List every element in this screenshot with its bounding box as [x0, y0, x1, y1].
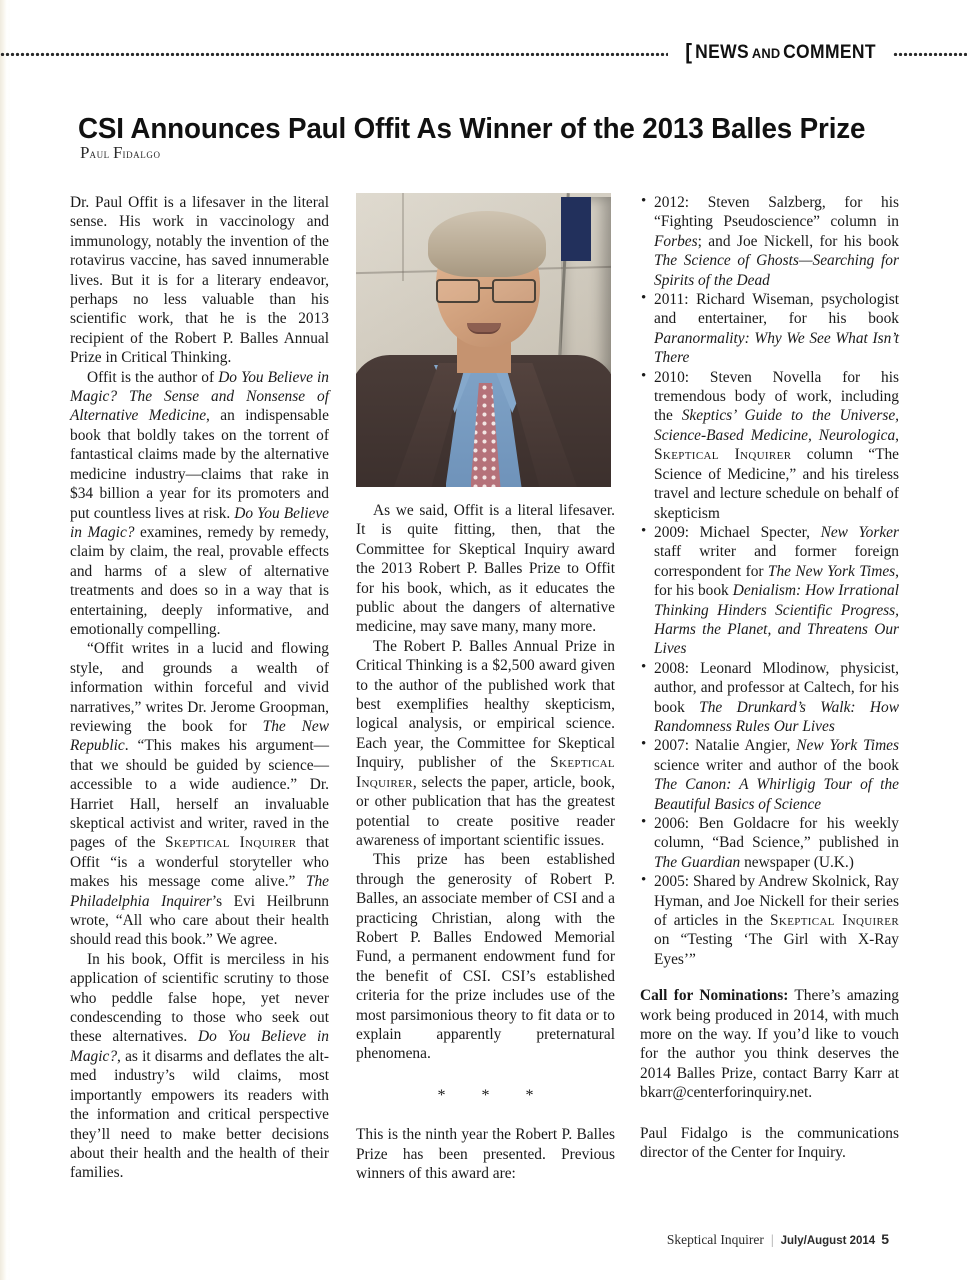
- winner-text: science writer and author of the book: [654, 756, 899, 774]
- winner-text: , for his book: [654, 562, 899, 600]
- winner-text: ; and Joe Nickell, for his book: [697, 232, 899, 250]
- work-title: The Science of Ghosts—Searching for Spirits of the Dead: [654, 252, 899, 289]
- magazine-name: Skeptical Inquirer: [356, 754, 615, 791]
- photo-eyeglasses: [434, 279, 538, 301]
- paragraph: [356, 850, 615, 1063]
- dotted-rule-right: [893, 49, 967, 56]
- footer-separator: |: [770, 1232, 774, 1247]
- winner-text: 2010: Steven Novella for his tremendous body of work, including the: [654, 368, 899, 425]
- photo-smile: [467, 323, 501, 334]
- magazine-name: Skeptical Inquirer: [654, 446, 792, 464]
- winner-entry: [640, 290, 899, 368]
- work-title: The Canon: A Whirligig Tour of the Beautiful Basics of Science: [654, 776, 899, 813]
- winner-entry: [640, 736, 899, 814]
- section-label-news: NEWS: [694, 42, 749, 63]
- work-title: The Drunkard’s Walk: How Randomness Rules Our Lives: [654, 698, 899, 735]
- paragraph-text: This prize has been established through the generosity of Robert P. Balles, an associate member of CSI and a practicing Christian, along with the Robert P. Balles Endowed Memorial Fund, a permanent endowment fund for the benefit of CSI. CSI’s established criteria for the prize includes use of the most parsimonious theory to fit data or to explain apparently preternatural phenomena.: [356, 851, 615, 1063]
- winner-entry: [640, 814, 899, 872]
- work-title: The Guardian: [654, 853, 741, 871]
- byline-last-initial: F: [113, 143, 123, 162]
- paragraph-text: examines, remedy by remedy, claim by claim, the real, provable effects and harms of a slew of alternative treatments and does so in a way that is entertaining, deeply informative, and emotionally compelling.: [70, 523, 329, 638]
- work-title: Paranormality: Why We See What Isn’t There: [654, 329, 899, 367]
- body-column-2: [356, 193, 615, 1183]
- paragraph-text: , selects the paper, article, book, or other publication that has the greatest potential to create positive reader awareness of important scientific issues.: [356, 773, 615, 849]
- winner-text: on “Testing ‘The Girl with X-Ray Eyes’”: [654, 931, 899, 968]
- book-title: Do You Believe in Magic?: [70, 504, 329, 541]
- byline-last-rest: idalgo: [122, 146, 161, 161]
- winner-entry: [640, 659, 899, 737]
- spacer: [640, 1103, 899, 1124]
- winner-text: staff writer and former foreign correspondent for: [654, 543, 899, 580]
- american-flag: [561, 197, 611, 373]
- winner-text: 2012: Steven Salzberg, for his “Fighting Pseudoscience” column in: [654, 194, 899, 231]
- call-for-nominations-text: There’s amazing work being produced in 2014, with much more on the way. If you’d like to vouch for the author you think deserves the 2014 Balles Prize, contact Barry Karr at bkarr@centerforinquiry.net.: [640, 987, 899, 1102]
- winner-text: ,: [895, 426, 899, 444]
- paragraph: [356, 501, 615, 637]
- paragraph-text: . “This makes his argument—that we should be guided by science—accessible to a wide audience.” Dr. Harriet Hall, herself an invaluable skeptical activist and writer, raved in the pages of the: [70, 737, 329, 852]
- paragraph-text: In his book, Offit is merciless in his application of scientific scrutiny to those who peddle false hope, yet never condescending to those who seek out these alternatives.: [70, 950, 329, 1046]
- winner-text: 2005: Shared by Andrew Skolnick, Ray Hyman, and Joe Nickell for their series of articles in the: [654, 873, 899, 930]
- byline-first-rest: aul: [89, 146, 110, 161]
- work-title: The New York Times: [767, 562, 896, 580]
- footer-magazine-name: Skeptical Inquirer: [666, 1232, 764, 1247]
- paragraph-text: This is the ninth year the Robert P. Balles Prize has been presented. Previous winners of this award are:: [356, 1126, 615, 1182]
- work-title: Denialism: How Irrational Thinking Hinders Scientific Progress, Harms the Planet, and Threatens Our Lives: [654, 582, 899, 658]
- work-title: Forbes: [654, 232, 698, 250]
- winner-text: 2006: Ben Goldacre for his weekly column, “Bad Science,” published in: [654, 815, 899, 852]
- winner-entry: [640, 368, 899, 523]
- portrait-photo: [356, 193, 611, 487]
- work-title: New York Times: [796, 737, 900, 755]
- paragraph: [70, 950, 329, 1183]
- eyeglass-lens-left: [436, 279, 480, 303]
- footer-issue-date: July/August 2014: [780, 1235, 876, 1247]
- work-title: Skeptics’ Guide to the Universe, Science-Based Medicine, Neurologica: [654, 407, 899, 444]
- body-column-3: [640, 193, 899, 1163]
- footer-page-number: 5: [881, 1231, 889, 1247]
- book-title: Do You Believe in Magic? The Sense and Nonsense of Alternative Medicine: [70, 368, 329, 425]
- previous-winners-list: [640, 193, 899, 969]
- paragraph-text: As we said, Offit is a literal lifesaver. It is quite fitting, then, that the Committee for Skeptical Inquiry award the 2013 Robert P. Balles Prize to Offit for his book, which, as it educates the public about the dangers of alternative medicine, may save many, many more.: [356, 502, 615, 636]
- winner-entry: [640, 523, 899, 659]
- paragraph-text: “Offit writes in a lucid and flowing style, and grounds a wealth of information within forceful and vivid narratives,” writes Dr. Jerome Groopman, reviewing the book for: [70, 640, 329, 735]
- publication-title: The Philadelphia Inquirer: [70, 873, 329, 910]
- paragraph: [70, 193, 329, 368]
- section-label-and: AND: [751, 45, 781, 61]
- call-for-nominations: [640, 986, 899, 1102]
- section-label-comment: COMMENT: [782, 42, 876, 63]
- running-head: [0, 38, 967, 64]
- author-bio: [640, 1124, 899, 1163]
- winner-text: newspaper (U.K.): [740, 853, 854, 871]
- paragraph-text: Offit is the author of: [87, 368, 219, 386]
- byline-first-initial: P: [80, 143, 90, 162]
- photo-hair: [428, 211, 546, 277]
- magazine-name: Skeptical Inquirer: [769, 912, 900, 930]
- page-edge-artifact: [0, 0, 7, 1280]
- author-bio-text: Paul Fidalgo is the communications director of the Center for Inquiry.: [640, 1124, 899, 1162]
- paragraph: [70, 639, 329, 950]
- eyeglass-bridge: [478, 287, 492, 289]
- magazine-name: Skeptical Inquirer: [164, 834, 297, 852]
- paragraph: [70, 368, 329, 640]
- winner-entry: [640, 872, 899, 969]
- article-body: [70, 193, 910, 1203]
- work-title: New Yorker: [820, 523, 899, 541]
- paragraph-text: , an indispensable book that boldly takes on the torrent of fantastical claims made by the alternative medicine industry—claims that rake in $34 billion a year for its promoters and put countless lives at risk.: [70, 407, 329, 522]
- book-title: Do You Believe in Magic?: [70, 1028, 329, 1065]
- call-for-nominations-label: Call for Nominations:: [640, 987, 789, 1005]
- body-column-1: [70, 193, 329, 1183]
- eyeglass-lens-right: [492, 279, 536, 303]
- paragraph-text: ’s Evi Heilbrunn wrote, “All who care about their health should read this book.” We agree.: [70, 892, 329, 949]
- article-byline: [80, 143, 161, 163]
- section-label: [685, 38, 876, 64]
- flag-canton: [561, 197, 591, 261]
- winner-text: 2009: Michael Specter,: [654, 523, 821, 541]
- section-break-asterisks: * * *: [437, 1086, 550, 1104]
- article-headline: CSI Announces Paul Offit As Winner of the 2013 Balles Prize: [78, 113, 866, 146]
- dotted-rule-left: [0, 49, 668, 56]
- winner-text: 2007: Natalie Angier,: [654, 737, 797, 755]
- winner-text: 2011: Richard Wiseman, psychologist and entertainer, for his book: [654, 291, 899, 328]
- paragraph: [356, 1125, 615, 1183]
- paragraph-text: that Offit “is a wonderful storyteller who makes his message come alive.”: [70, 834, 329, 891]
- winner-text: column “The Science of Medicine,” and his tireless travel and lecture schedule on behalf of skepticism: [654, 446, 899, 522]
- paragraph: [356, 637, 615, 850]
- page-footer: [667, 1231, 889, 1248]
- spacer: [640, 969, 899, 986]
- winner-text: 2008: Leonard Mlodinow, physicist, author, and professor at Caltech, for his book: [654, 659, 899, 716]
- paragraph-text: , as it disarms and deflates the alt-med industry’s wild claims, most importantly empowers its readers with the information and critical perspective they’ll need to make better decisions about their health and the health of their families.: [70, 1047, 329, 1182]
- paragraph-text: Dr. Paul Offit is a lifesaver in the literal sense. His work in vaccinology and immunology, notably the invention of the rotavirus vaccine, has saved innumerable lives. But it is for a literary endeavor, perhaps no less valuable than his scientific work, that he is the 2013 recipient of the Robert P. Balles Annual Prize in Critical Thinking.: [70, 194, 329, 367]
- page-edge-artifact-inner: [7, 0, 10, 1280]
- winner-entry: [640, 193, 899, 290]
- bracket-glyph: [: [685, 39, 693, 64]
- publication-title: The New Republic: [70, 717, 329, 755]
- paragraph-text: The Robert P. Balles Annual Prize in Critical Thinking is a $2,500 award given to the author of the published work that best exemplifies healthy skepticism, logical analysis, or empirical science. Each year, the Committee for Skeptical Inquiry, publisher of the: [356, 637, 615, 772]
